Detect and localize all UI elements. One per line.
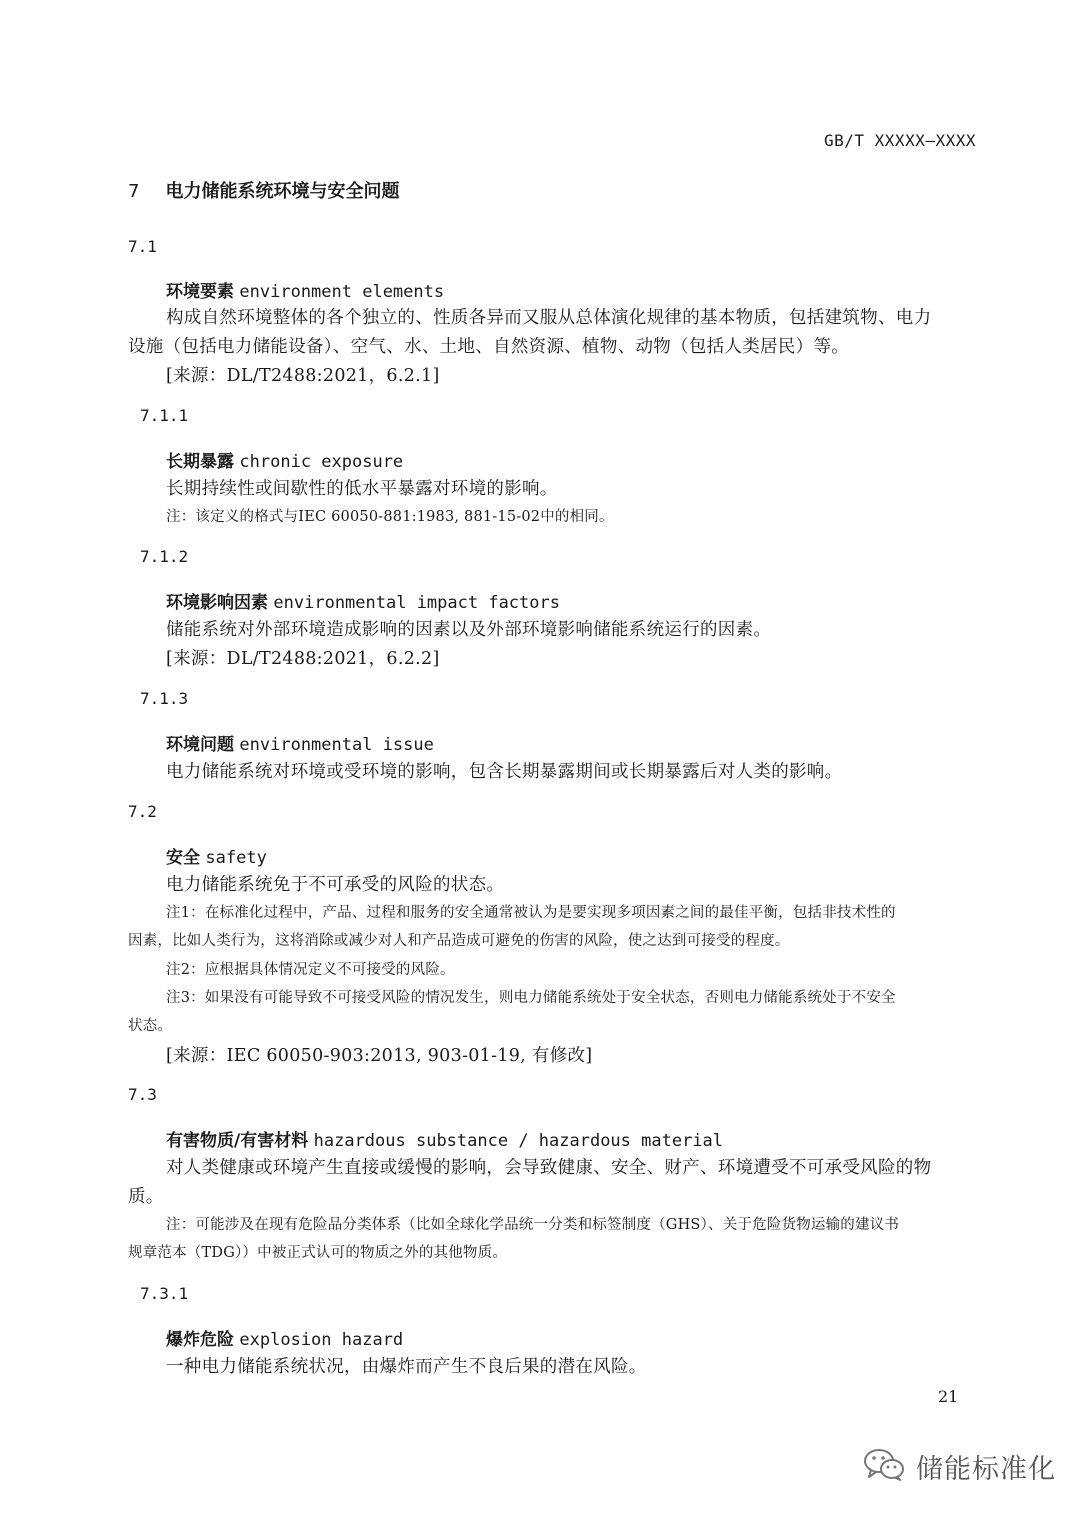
definition-line: 质。 [128, 1187, 164, 1207]
entry-number-7-1-3: 7.1.3 [140, 689, 189, 708]
note-line: 规章范本（TDG））中被正式认可的物质之外的其他物质。 [128, 1245, 508, 1261]
standard-code: GB/T XXXXX—XXXX [824, 131, 976, 150]
term-zh: 爆炸危险 [166, 1330, 234, 1350]
wechat-icon [862, 1446, 906, 1486]
term-en: environmental issue [239, 735, 434, 755]
entry-term-7-3 [166, 1126, 723, 1151]
watermark [862, 1446, 1056, 1486]
definition-line: 长期持续性或间歇性的低水平暴露对环境的影响。 [166, 479, 558, 499]
term-en: environmental impact factors [273, 593, 560, 613]
term-zh: 有害物质/有害材料 [166, 1131, 309, 1151]
entry-term-7-1-1 [166, 447, 403, 472]
definition-line: 电力储能系统对环境或受环境的影响，包含长期暴露期间或长期暴露后对人类的影响。 [166, 762, 843, 782]
definition-line: 储能系统对外部环境造成影响的因素以及外部环境影响储能系统运行的因素。 [166, 620, 772, 640]
entry-term-7-2 [166, 843, 267, 868]
term-en: explosion hazard [239, 1330, 404, 1350]
section-number: 7 [128, 181, 140, 202]
term-en: safety [205, 848, 267, 868]
source-citation: [来源：DL/T2488:2021，6.2.2] [166, 649, 440, 669]
definition-line: 对人类健康或环境产生直接或缓慢的影响，会导致健康、安全、财产、环境遭受不可承受风险的物 [166, 1158, 932, 1178]
definition-line: 设施（包括电力储能设备）、空气、水、土地、自然资源、植物、动物（包括人类居民）等。 [128, 337, 850, 357]
source-citation: [来源：IEC 60050-903:2013, 903-01-19, 有修改] [166, 1046, 593, 1066]
source-citation: [来源：DL/T2488:2021，6.2.1] [166, 366, 440, 386]
entry-term-7-1-3 [166, 730, 434, 755]
term-en: environment elements [239, 282, 445, 302]
entry-term-7-1 [166, 277, 444, 302]
term-zh: 环境影响因素 [166, 593, 268, 613]
term-zh: 环境要素 [166, 282, 234, 302]
entry-number-7-2: 7.2 [128, 802, 157, 821]
definition-line: 一种电力储能系统状况，由爆炸而产生不良后果的潜在风险。 [166, 1357, 647, 1377]
term-en: chronic exposure [239, 452, 404, 472]
entry-term-7-3-1 [166, 1325, 403, 1350]
watermark-text: 储能标准化 [916, 1453, 1056, 1485]
entry-term-7-1-2 [166, 588, 560, 613]
term-zh: 环境问题 [166, 735, 234, 755]
note-line: 注：该定义的格式与IEC 60050-881:1983, 881-15-02中的相同。 [166, 509, 614, 525]
note-line: 因素，比如人类行为，这将消除或减少对人和产品造成可避免的伤害的风险，使之达到可接受的程度。 [128, 933, 790, 949]
entry-number-7-3: 7.3 [128, 1085, 157, 1104]
term-en: hazardous substance / hazardous material [313, 1131, 724, 1151]
note-line: 状态。 [128, 1018, 173, 1034]
entry-number-7-3-1: 7.3.1 [140, 1284, 189, 1303]
section-heading [128, 177, 399, 203]
definition-line: 电力储能系统免于不可承受的风险的状态。 [166, 875, 505, 895]
entry-number-7-1-2: 7.1.2 [140, 547, 189, 566]
note-line: 注1：在标准化过程中，产品、过程和服务的安全通常被认为是要实现多项因素之间的最佳平衡，包括非技术性的 [166, 905, 896, 921]
note-line: 注：可能涉及在现有危险品分类体系（比如全球化学品统一分类和标签制度（GHS）、关于危险货物运输的建议书 [166, 1217, 900, 1233]
term-zh: 长期暴露 [166, 452, 234, 472]
definition-line: 构成自然环境整体的各个独立的、性质各异而又服从总体演化规律的基本物质，包括建筑物、电力 [166, 308, 932, 328]
section-title: 电力储能系统环境与安全问题 [165, 181, 400, 202]
entry-number-7-1: 7.1 [128, 237, 157, 256]
page-number: 21 [938, 1387, 959, 1406]
note-line: 注3：如果没有可能导致不可接受风险的情况发生，则电力储能系统处于安全状态，否则电力储能系统处于不安全 [166, 990, 896, 1006]
term-zh: 安全 [166, 848, 200, 868]
note-line: 注2：应根据具体情况定义不可接受的风险。 [166, 962, 455, 978]
entry-number-7-1-1: 7.1.1 [140, 406, 189, 425]
